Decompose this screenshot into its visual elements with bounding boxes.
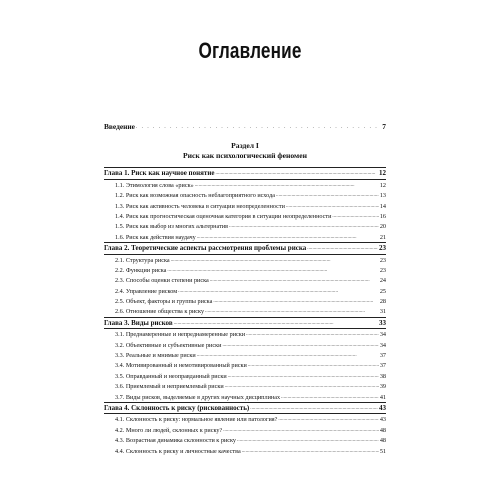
toc-entry-title: 4.4. Склонность к риску и личностные качества: [115, 447, 241, 455]
toc-subsection[interactable]: [104, 232, 386, 242]
toc-entry-page: 41: [379, 393, 386, 401]
toc-entry-title: Глава 4. Склонность к риску (рискованность): [104, 403, 250, 412]
toc-entry-page: 7: [382, 122, 386, 131]
toc-chapter-4[interactable]: [104, 403, 386, 413]
toc-entry-page: 28: [379, 298, 386, 306]
toc-entry-page: 43: [379, 403, 386, 412]
toc-entry-page: 48: [379, 437, 386, 445]
toc-entry-page: 43: [379, 416, 386, 424]
toc-entry-page: 48: [379, 426, 386, 434]
toc-entry-title: 4.2. Много ли людей, склонных к риску?: [115, 426, 223, 434]
toc-entry-title: 1.6. Риск как действия наудачу: [115, 233, 196, 241]
toc-entry-title: 4.1. Склонность к риску: нормальное явление или патология?: [115, 416, 278, 424]
toc-entry-title: 3.3. Реальные и мнимые риски: [115, 352, 196, 360]
toc-entry-page: 12: [379, 169, 386, 178]
toc-entry-page: 24: [379, 277, 386, 285]
dot-leader: [136, 121, 381, 133]
toc-entry-page: 51: [379, 447, 386, 455]
toc-entry-title: 1.2. Риск как возможная опасность неблагоприятного исхода: [115, 192, 275, 200]
toc-entry-page: 34: [379, 331, 386, 339]
toc-entry-page: 33: [379, 318, 386, 327]
toc-chapter-1[interactable]: [104, 168, 386, 178]
dot-leader: [242, 445, 379, 457]
toc-entry-title: 2.4. Управление риском: [115, 287, 178, 295]
toc-entry-title: 3.7. Виды рисков, выделяемые в других научных дисциплинах: [115, 393, 281, 401]
toc-entry-title: 3.1. Преднамеренные и непреднамеренные риски: [115, 331, 246, 339]
section-name: Риск как психологический феномен: [183, 151, 307, 161]
toc-entry-title: 3.5. Оправданный и неоправданный риски: [115, 372, 227, 380]
toc-subsection[interactable]: [104, 446, 386, 456]
toc-entry-page: 23: [379, 244, 386, 253]
toc-entry-page: 14: [379, 202, 386, 210]
toc-entry-page: 12: [379, 181, 386, 189]
toc-entry-page: 23: [379, 256, 386, 264]
toc-entry-page: 16: [379, 212, 386, 220]
toc-entry-title: Глава 1. Риск как научное понятие: [104, 169, 215, 178]
toc-entry-page: 37: [379, 362, 386, 370]
toc-entry-page: 37: [379, 352, 386, 360]
toc-entry-title: Глава 3. Виды рисков: [104, 318, 173, 327]
toc-entry-title: 4.3. Возрастная динамика склонности к риску: [115, 437, 237, 445]
toc-chapter-2[interactable]: [104, 243, 386, 253]
toc-entry-page: 20: [379, 223, 386, 231]
chapter-list: [104, 167, 386, 456]
toc-entry-page: 39: [379, 383, 386, 391]
toc-entry-page: 31: [379, 308, 386, 316]
toc-entry-page: 38: [379, 372, 386, 380]
toc-entry-page: 34: [379, 341, 386, 349]
toc-chapter-3[interactable]: [104, 318, 386, 328]
toc-entry-title: 1.5. Риск как выбор из многих альтернатив: [115, 223, 229, 231]
toc-entry-title: 2.1. Структура риска: [115, 256, 170, 264]
toc-entry-title: 3.4. Мотивированный и немотивированный риски: [115, 362, 247, 370]
section-label: Раздел I: [231, 141, 259, 151]
toc-entry-title: 1.1. Этимология слова «риск»: [115, 181, 194, 189]
table-of-contents: [104, 122, 386, 456]
toc-entry-title: Введение: [104, 122, 135, 131]
toc-subsection[interactable]: [104, 392, 386, 402]
toc-entry-title: 2.2. Функции риска: [115, 266, 167, 274]
toc-entry-title: 1.3. Риск как активность человека в ситуации неопределенности: [115, 202, 285, 210]
toc-entry-page: 23: [379, 266, 386, 274]
toc-entry-title: 1.4. Риск как прогностическая оценочная категория в ситуации неопределенности: [115, 212, 332, 220]
toc-entry-page: 13: [379, 192, 386, 200]
toc-entry-title: 2.6. Отношение общества к риску: [115, 308, 205, 316]
page-title: Оглавление: [198, 38, 302, 63]
toc-subsection[interactable]: [104, 306, 386, 316]
toc-entry-title: 2.5. Объект, факторы и группы риска: [115, 298, 213, 306]
toc-entry-title: 3.2. Объективные и субъективные риски: [115, 341, 222, 349]
toc-entry-title: 2.3. Способы оценки степени риска: [115, 277, 209, 285]
toc-entry-intro[interactable]: [104, 122, 386, 132]
toc-entry-title: Глава 2. Теоретические аспекты рассмотрения проблемы риска: [104, 244, 307, 253]
toc-entry-page: 21: [379, 233, 386, 241]
toc-entry-page: 25: [379, 287, 386, 295]
toc-entry-title: 3.6. Приемлемый и неприемлемый риски: [115, 383, 224, 391]
